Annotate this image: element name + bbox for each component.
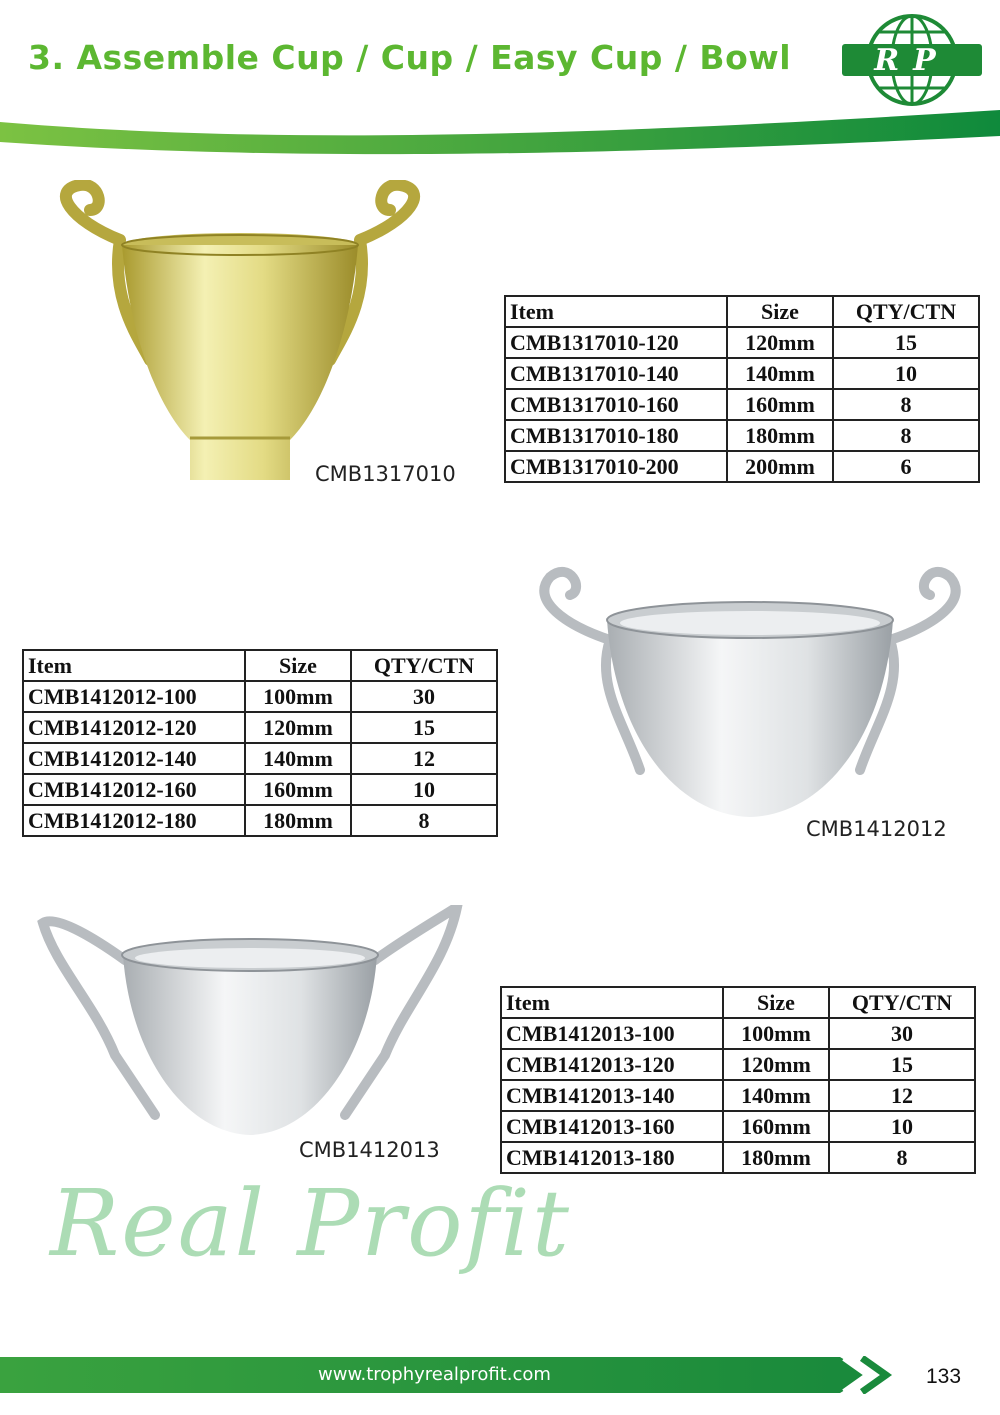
column-header-qty: QTY/CTN: [829, 987, 975, 1018]
product-caption: CMB1317010: [315, 462, 456, 486]
table-header-row: [505, 296, 979, 327]
qty-cell: 30: [351, 681, 497, 712]
table-row: [23, 743, 497, 774]
qty-cell: 6: [833, 451, 979, 482]
item-cell: CMB1317010-140: [505, 358, 727, 389]
table-row: [505, 358, 979, 389]
qty-cell: 12: [351, 743, 497, 774]
size-cell: 160mm: [723, 1111, 829, 1142]
website-link[interactable]: www.trophyrealprofit.com: [318, 1364, 551, 1385]
header-swoosh: [0, 100, 1000, 170]
table-row: [23, 681, 497, 712]
page-number: 133: [926, 1365, 962, 1388]
table-row: [505, 327, 979, 358]
item-cell: CMB1412013-120: [501, 1049, 723, 1080]
table-row: [23, 805, 497, 836]
chevron-right-icon: [842, 1356, 902, 1394]
rp-logo: [842, 12, 982, 108]
column-header-item: Item: [505, 296, 727, 327]
page-title: 3. Assemble Cup / Cup / Easy Cup / Bowl: [28, 38, 792, 77]
item-cell: CMB1412012-100: [23, 681, 245, 712]
size-cell: 180mm: [727, 420, 833, 451]
item-cell: CMB1412012-120: [23, 712, 245, 743]
brand-watermark: Real Profit: [50, 1170, 571, 1277]
product-caption: CMB1412012: [806, 817, 947, 841]
item-cell: CMB1412013-100: [501, 1018, 723, 1049]
item-cell: CMB1317010-160: [505, 389, 727, 420]
product-caption: CMB1412013: [299, 1138, 440, 1162]
column-header-size: Size: [727, 296, 833, 327]
size-cell: 100mm: [245, 681, 351, 712]
column-header-qty: QTY/CTN: [351, 650, 497, 681]
product-table-cmb1412012: [22, 649, 498, 837]
size-cell: 180mm: [245, 805, 351, 836]
column-header-size: Size: [245, 650, 351, 681]
qty-cell: 10: [351, 774, 497, 805]
qty-cell: 8: [829, 1142, 975, 1173]
table-header-row: [23, 650, 497, 681]
size-cell: 140mm: [723, 1080, 829, 1111]
qty-cell: 30: [829, 1018, 975, 1049]
qty-cell: 15: [833, 327, 979, 358]
table-row: [505, 420, 979, 451]
product-image-bowl-silver-2: [35, 905, 465, 1140]
size-cell: 140mm: [245, 743, 351, 774]
qty-cell: 10: [833, 358, 979, 389]
item-cell: CMB1317010-200: [505, 451, 727, 482]
item-cell: CMB1412013-180: [501, 1142, 723, 1173]
item-cell: CMB1412013-140: [501, 1080, 723, 1111]
size-cell: 120mm: [727, 327, 833, 358]
size-cell: 120mm: [245, 712, 351, 743]
column-header-item: Item: [23, 650, 245, 681]
item-cell: CMB1317010-120: [505, 327, 727, 358]
table-row: [23, 774, 497, 805]
column-header-size: Size: [723, 987, 829, 1018]
table-row: [501, 1018, 975, 1049]
item-cell: CMB1412012-160: [23, 774, 245, 805]
column-header-item: Item: [501, 987, 723, 1018]
product-image-cup-gold: [50, 180, 440, 490]
product-image-bowl-silver: [525, 565, 975, 825]
table-row: [501, 1080, 975, 1111]
product-table-cmb1317010: [504, 295, 980, 483]
size-cell: 160mm: [245, 774, 351, 805]
table-row: [501, 1111, 975, 1142]
table-row: [23, 712, 497, 743]
qty-cell: 15: [351, 712, 497, 743]
size-cell: 120mm: [723, 1049, 829, 1080]
qty-cell: 8: [833, 389, 979, 420]
size-cell: 100mm: [723, 1018, 829, 1049]
table-row: [501, 1049, 975, 1080]
table-row: [501, 1142, 975, 1173]
qty-cell: 8: [351, 805, 497, 836]
item-cell: CMB1412012-180: [23, 805, 245, 836]
column-header-qty: QTY/CTN: [833, 296, 979, 327]
table-row: [505, 451, 979, 482]
size-cell: 160mm: [727, 389, 833, 420]
size-cell: 180mm: [723, 1142, 829, 1173]
qty-cell: 12: [829, 1080, 975, 1111]
size-cell: 200mm: [727, 451, 833, 482]
qty-cell: 10: [829, 1111, 975, 1142]
qty-cell: 8: [833, 420, 979, 451]
size-cell: 140mm: [727, 358, 833, 389]
item-cell: CMB1412012-140: [23, 743, 245, 774]
logo-text: RP: [874, 43, 950, 78]
qty-cell: 15: [829, 1049, 975, 1080]
product-table-cmb1412013: [500, 986, 976, 1174]
table-row: [505, 389, 979, 420]
item-cell: CMB1412013-160: [501, 1111, 723, 1142]
table-header-row: [501, 987, 975, 1018]
item-cell: CMB1317010-180: [505, 420, 727, 451]
